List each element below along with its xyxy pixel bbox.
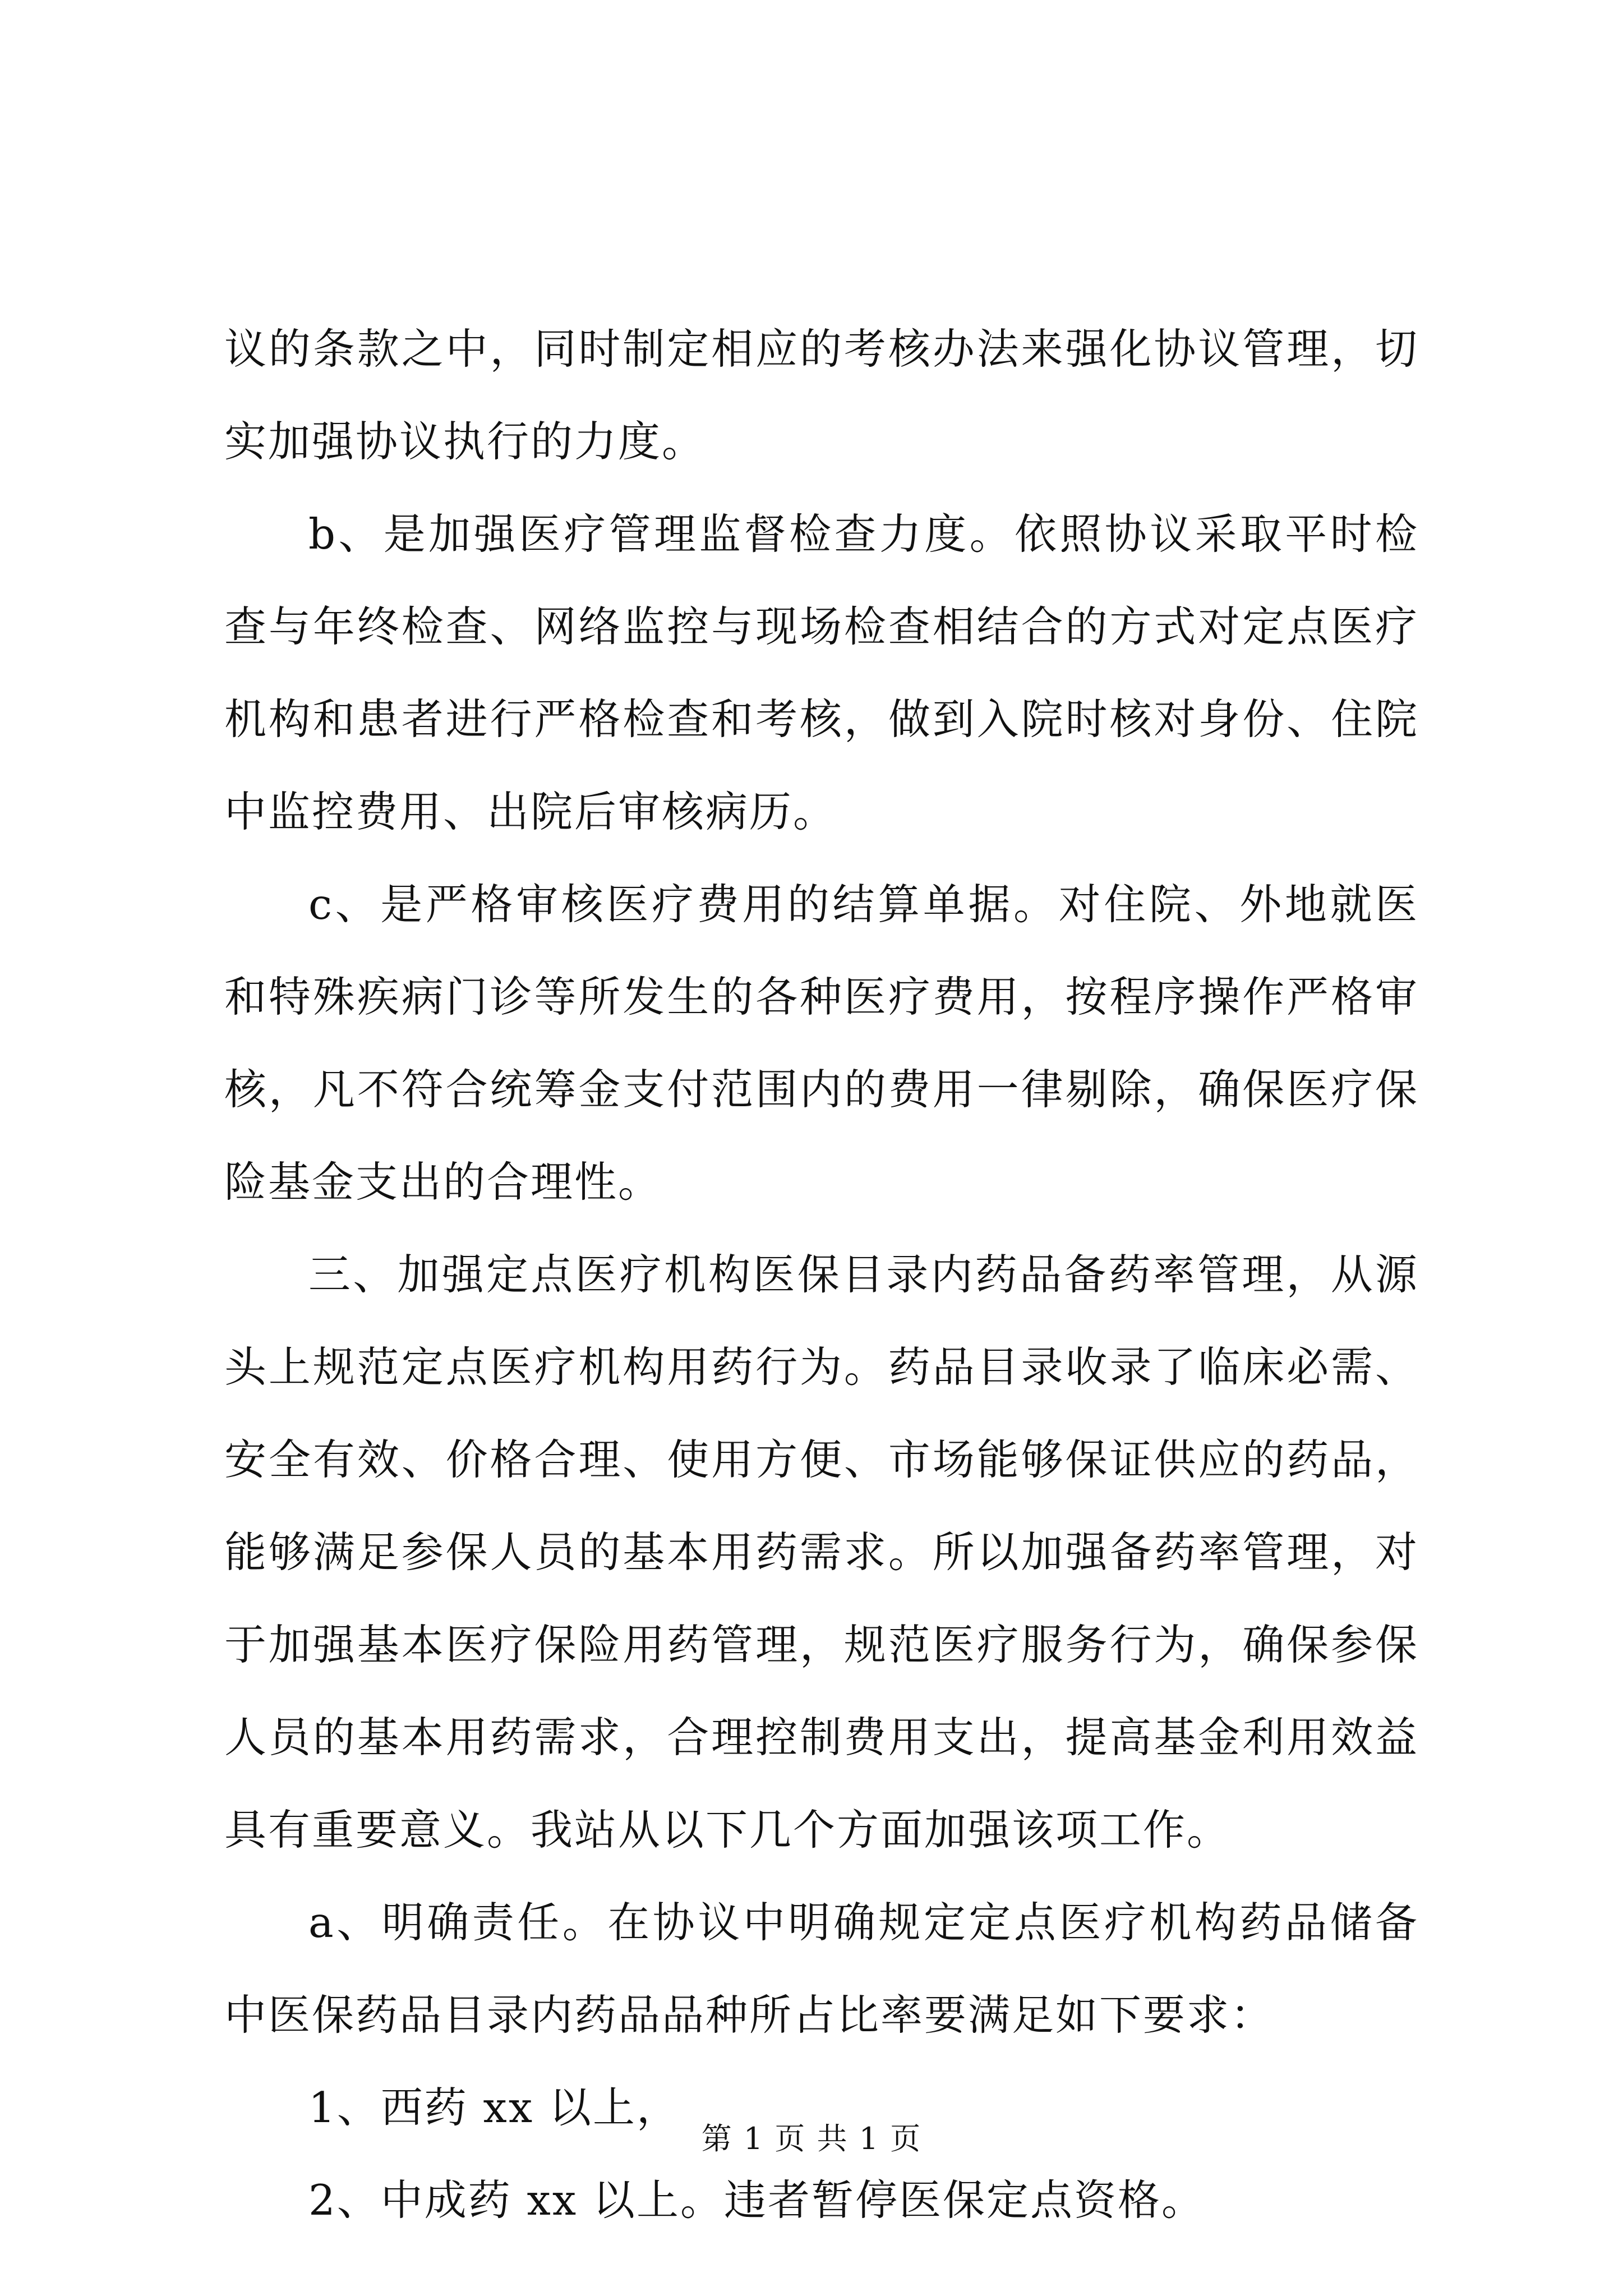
paragraph-list-item-2: 2、中成药 xx 以上。违者暂停医保定点资格。	[308, 2175, 1205, 2225]
paragraph-item-c: c、是严格审核医疗费用的结算单据。对住院、外地就医和特殊疾病门诊等所发生的各种医疗费用，按程序操作严格审核，凡不符合统筹金支付范围内的费用一律剔除，确保医疗保险基金支出的合理性。	[224, 880, 1419, 1207]
paragraph-item-b: b、是加强医疗管理监督检查力度。依照协议采取平时检查与年终检查、网络监控与现场检查相结合的方式对定点医疗机构和患者进行严格检查和考核，做到入院时核对身份、住院中监控费用、出院后审核病历。	[224, 509, 1419, 836]
page-footer: 第 1 页 共 1 页	[701, 2121, 922, 2156]
paragraph-continuation: 议的条款之中，同时制定相应的考核办法来强化协议管理，切实加强协议执行的力度。	[224, 324, 1419, 466]
document-body	[224, 303, 1419, 2247]
paragraph-item-a: a、明确责任。在协议中明确规定定点医疗机构药品储备中医保药品目录内药品品种所占比率要满足如下要求：	[224, 1898, 1419, 2040]
paragraph-list-item-1: 1、西药 xx 以上，	[308, 2083, 680, 2132]
paragraph-section-three: 三、加强定点医疗机构医保目录内药品备药率管理，从源头上规范定点医疗机构用药行为。药品目录收录了临床必需、安全有效、价格合理、使用方便、市场能够保证供应的药品，能够满足参保人员的基本用药需求。所以加强备药率管理，对于加强基本医疗保险用药管理，规范医疗服务行为，确保参保人员的基本用药需求，合理控制费用支出，提高基金利用效益具有重要意义。我站从以下几个方面加强该项工作。	[224, 1250, 1419, 1855]
